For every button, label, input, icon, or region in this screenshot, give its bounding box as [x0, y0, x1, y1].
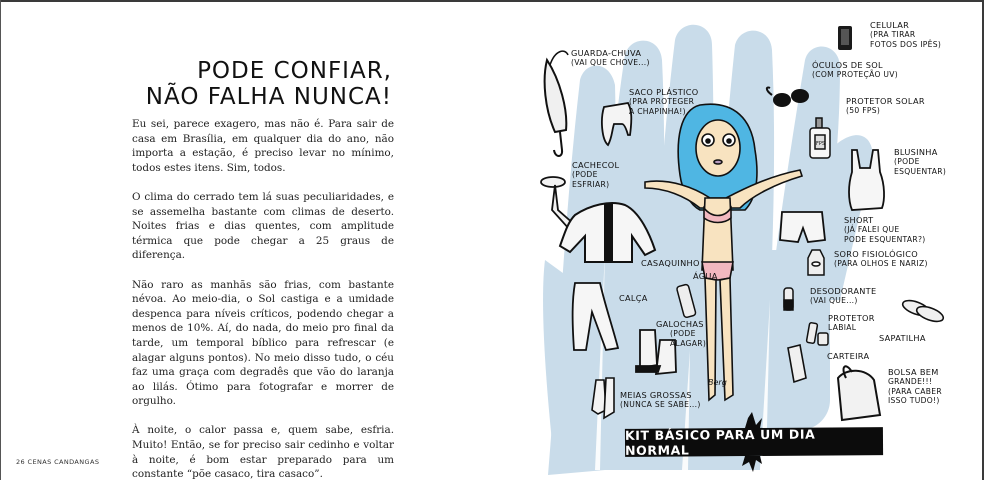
label-phone: CELULAR (PRA TIRAR FOTOS DOS IPÊS)	[870, 20, 942, 49]
page-title	[130, 58, 392, 110]
flats-icon	[901, 298, 945, 325]
label-jacket: CASAQUINHO	[641, 258, 700, 268]
label-big-bag: BOLSA BEM GRANDE!!! (PARA CABER ISSO TUDO!)	[888, 367, 942, 406]
label-lip-balm: PROTETOR LABIAL	[828, 313, 875, 333]
deodorant-icon	[784, 288, 793, 310]
paragraph: O clima do cerrado tem lá suas peculiaridades, e se assemelha bastante com climas de deserto. Noites frias e dias quentes, com amplitude térmica que pode chegar a 25 graus de diferença.	[132, 190, 394, 262]
label-flats: SAPATILHA	[879, 333, 926, 343]
label-wallet: CARTEIRA	[827, 351, 870, 361]
label-scarf: CACHECOL (PODE ESFRIAR)	[572, 160, 620, 189]
label-saline: SORO FISIOLÓGICO (PARA OLHOS E NARIZ)	[834, 249, 928, 269]
svg-text:FPS: FPS	[816, 141, 826, 147]
thick-socks-icon	[592, 378, 614, 418]
paragraph: Não raro as manhãs são frias, com bastante névoa. Ao meio-dia, o Sol castiga e a umidade despenca para níveis críticos, podendo chegar a menos de 10%. Aí, do nada, do meio pro final da tarde, um temporal bíblico para refrescar (e alagar alguns pontos). No meio disso tudo, o céu faz uma graça com degradês que vão do laranja ao lilás. Ótimo para fotografar e morrer de orgulho.	[132, 278, 394, 408]
paragraph: À noite, o calor passa e, quem sabe, esfria. Muito! Então, se for preciso sair cedinho e voltar à noite, é bom estar preparado para um constante “põe casaco, tira casaco”.	[132, 424, 394, 480]
label-umbrella: GUARDA-CHUVA (VAI QUE CHOVE...)	[571, 48, 650, 68]
label-shorts: SHORT (JÁ FALEI QUE PODE ESQUENTAR?)	[844, 215, 926, 244]
page-folio: 26 CENAS CANDANGAS	[16, 458, 100, 466]
label-plastic-bag: SACO PLÁSTICO (PRA PROTEGER A CHAPINHA!)	[629, 87, 699, 116]
label-sunscreen: PROTETOR SOLAR (50 FPS)	[846, 96, 925, 116]
right-page-illustration	[492, 0, 984, 480]
title-line-1: PODE CONFIAR,	[197, 58, 392, 84]
label-deodorant: DESODORANTE (VAI QUE...)	[810, 286, 877, 306]
article-body	[132, 117, 394, 480]
label-thick-socks: MEIAS GROSSAS (NUNCA SE SABE...)	[620, 390, 701, 410]
kit-banner: KIT BÁSICO PARA UM DIA NORMAL	[625, 427, 883, 457]
label-rain-boots: GALOCHAS (PODE ALAGAR)	[656, 319, 707, 348]
label-tank-top: BLUSINHA (PODE ESQUENTAR)	[894, 147, 947, 176]
label-sunglasses: ÓCULOS DE SOL (COM PROTEÇÃO UV)	[812, 60, 899, 80]
label-water: ÁGUA	[693, 271, 718, 281]
big-bag-icon	[838, 366, 880, 420]
saline-bottle-icon	[808, 250, 824, 275]
artist-signature: Berg	[708, 378, 727, 387]
phone-icon	[838, 26, 852, 50]
title-line-2: NÃO FALHA NUNCA!	[145, 84, 392, 110]
label-pants: CALÇA	[619, 293, 648, 303]
paragraph: Eu sei, parece exagero, mas não é. Para sair de casa em Brasília, em qualquer dia do ano, não importa a estação, é preciso levar no mínimo, todos estes itens. Sim, todos.	[132, 118, 394, 174]
umbrella-icon	[545, 51, 568, 156]
